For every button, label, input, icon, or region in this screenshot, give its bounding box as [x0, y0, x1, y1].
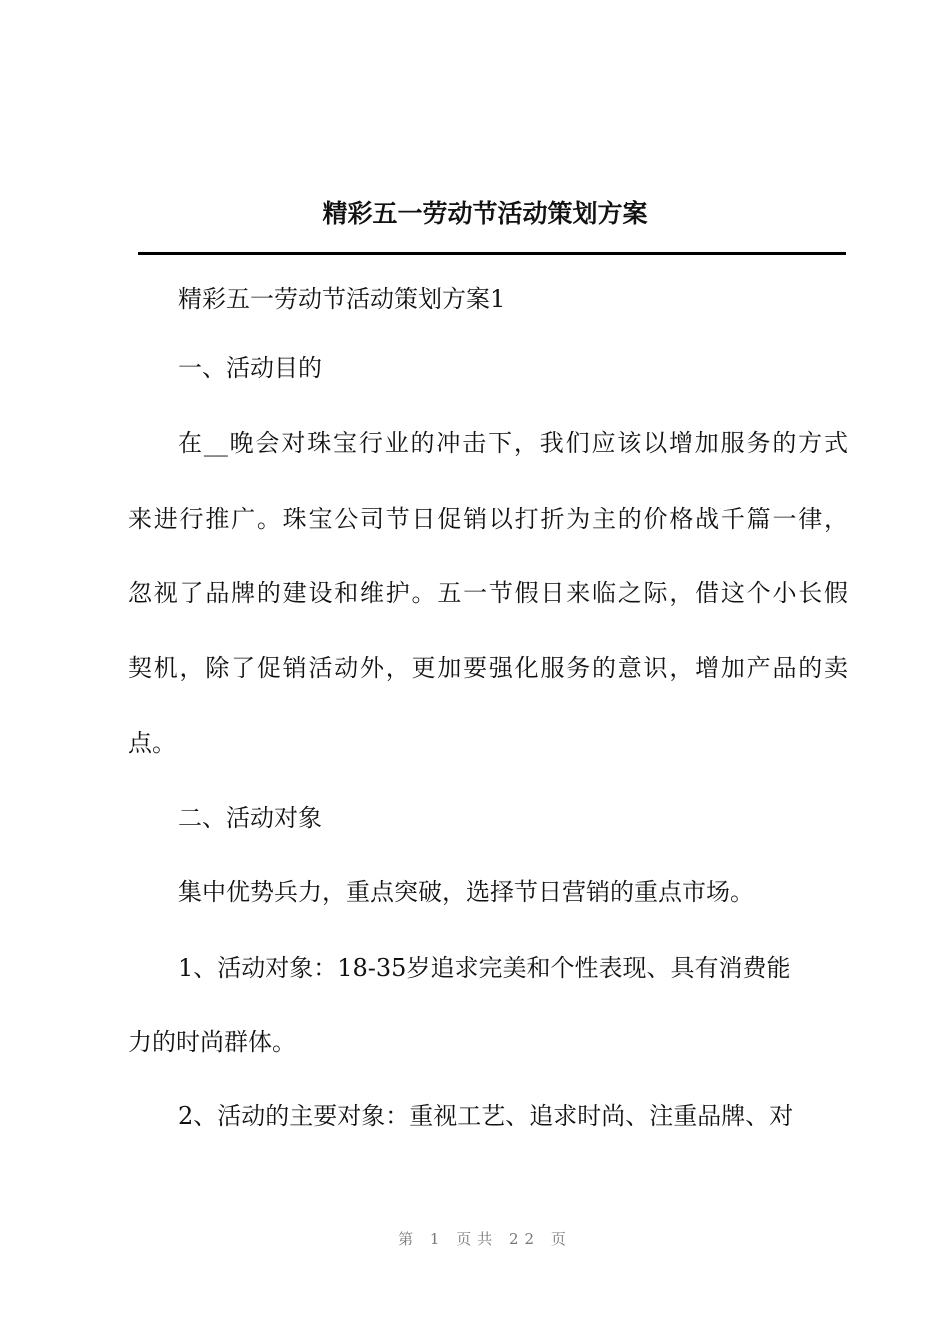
paragraph-line: 契机，除了促销活动外，更加要强化服务的意识，增加产品的卖 — [128, 654, 848, 682]
list-item-1: 1、活动对象：18-35岁追求完美和个性表现、具有消费能 — [178, 954, 791, 982]
paragraph-line: 在__晚会对珠宝行业的冲击下，我们应该以增加服务的方式 — [178, 429, 848, 457]
page-footer: 第 1 页共 22 页 — [398, 1230, 572, 1248]
paragraph-line: 集中优势兵力，重点突破，选择节日营销的重点市场。 — [178, 878, 754, 906]
paragraph-line: 点。 — [128, 729, 176, 757]
section-heading-plan-1: 精彩五一劳动节活动策划方案1 — [178, 285, 506, 313]
title-divider — [138, 252, 846, 255]
list-item-1-continued: 力的时尚群体。 — [128, 1028, 296, 1056]
section-heading-purpose: 一、活动目的 — [178, 354, 322, 382]
list-item-2: 2、活动的主要对象：重视工艺、追求时尚、注重品牌、对 — [178, 1102, 794, 1130]
paragraph-line: 忽视了品牌的建设和维护。五一节假日来临之际，借这个小长假 — [128, 579, 848, 607]
paragraph-line: 来进行推广。珠宝公司节日促销以打折为主的价格战千篇一律， — [128, 505, 848, 533]
section-heading-target: 二、活动对象 — [178, 804, 322, 832]
document-title: 精彩五一劳动节活动策划方案 — [322, 199, 648, 228]
